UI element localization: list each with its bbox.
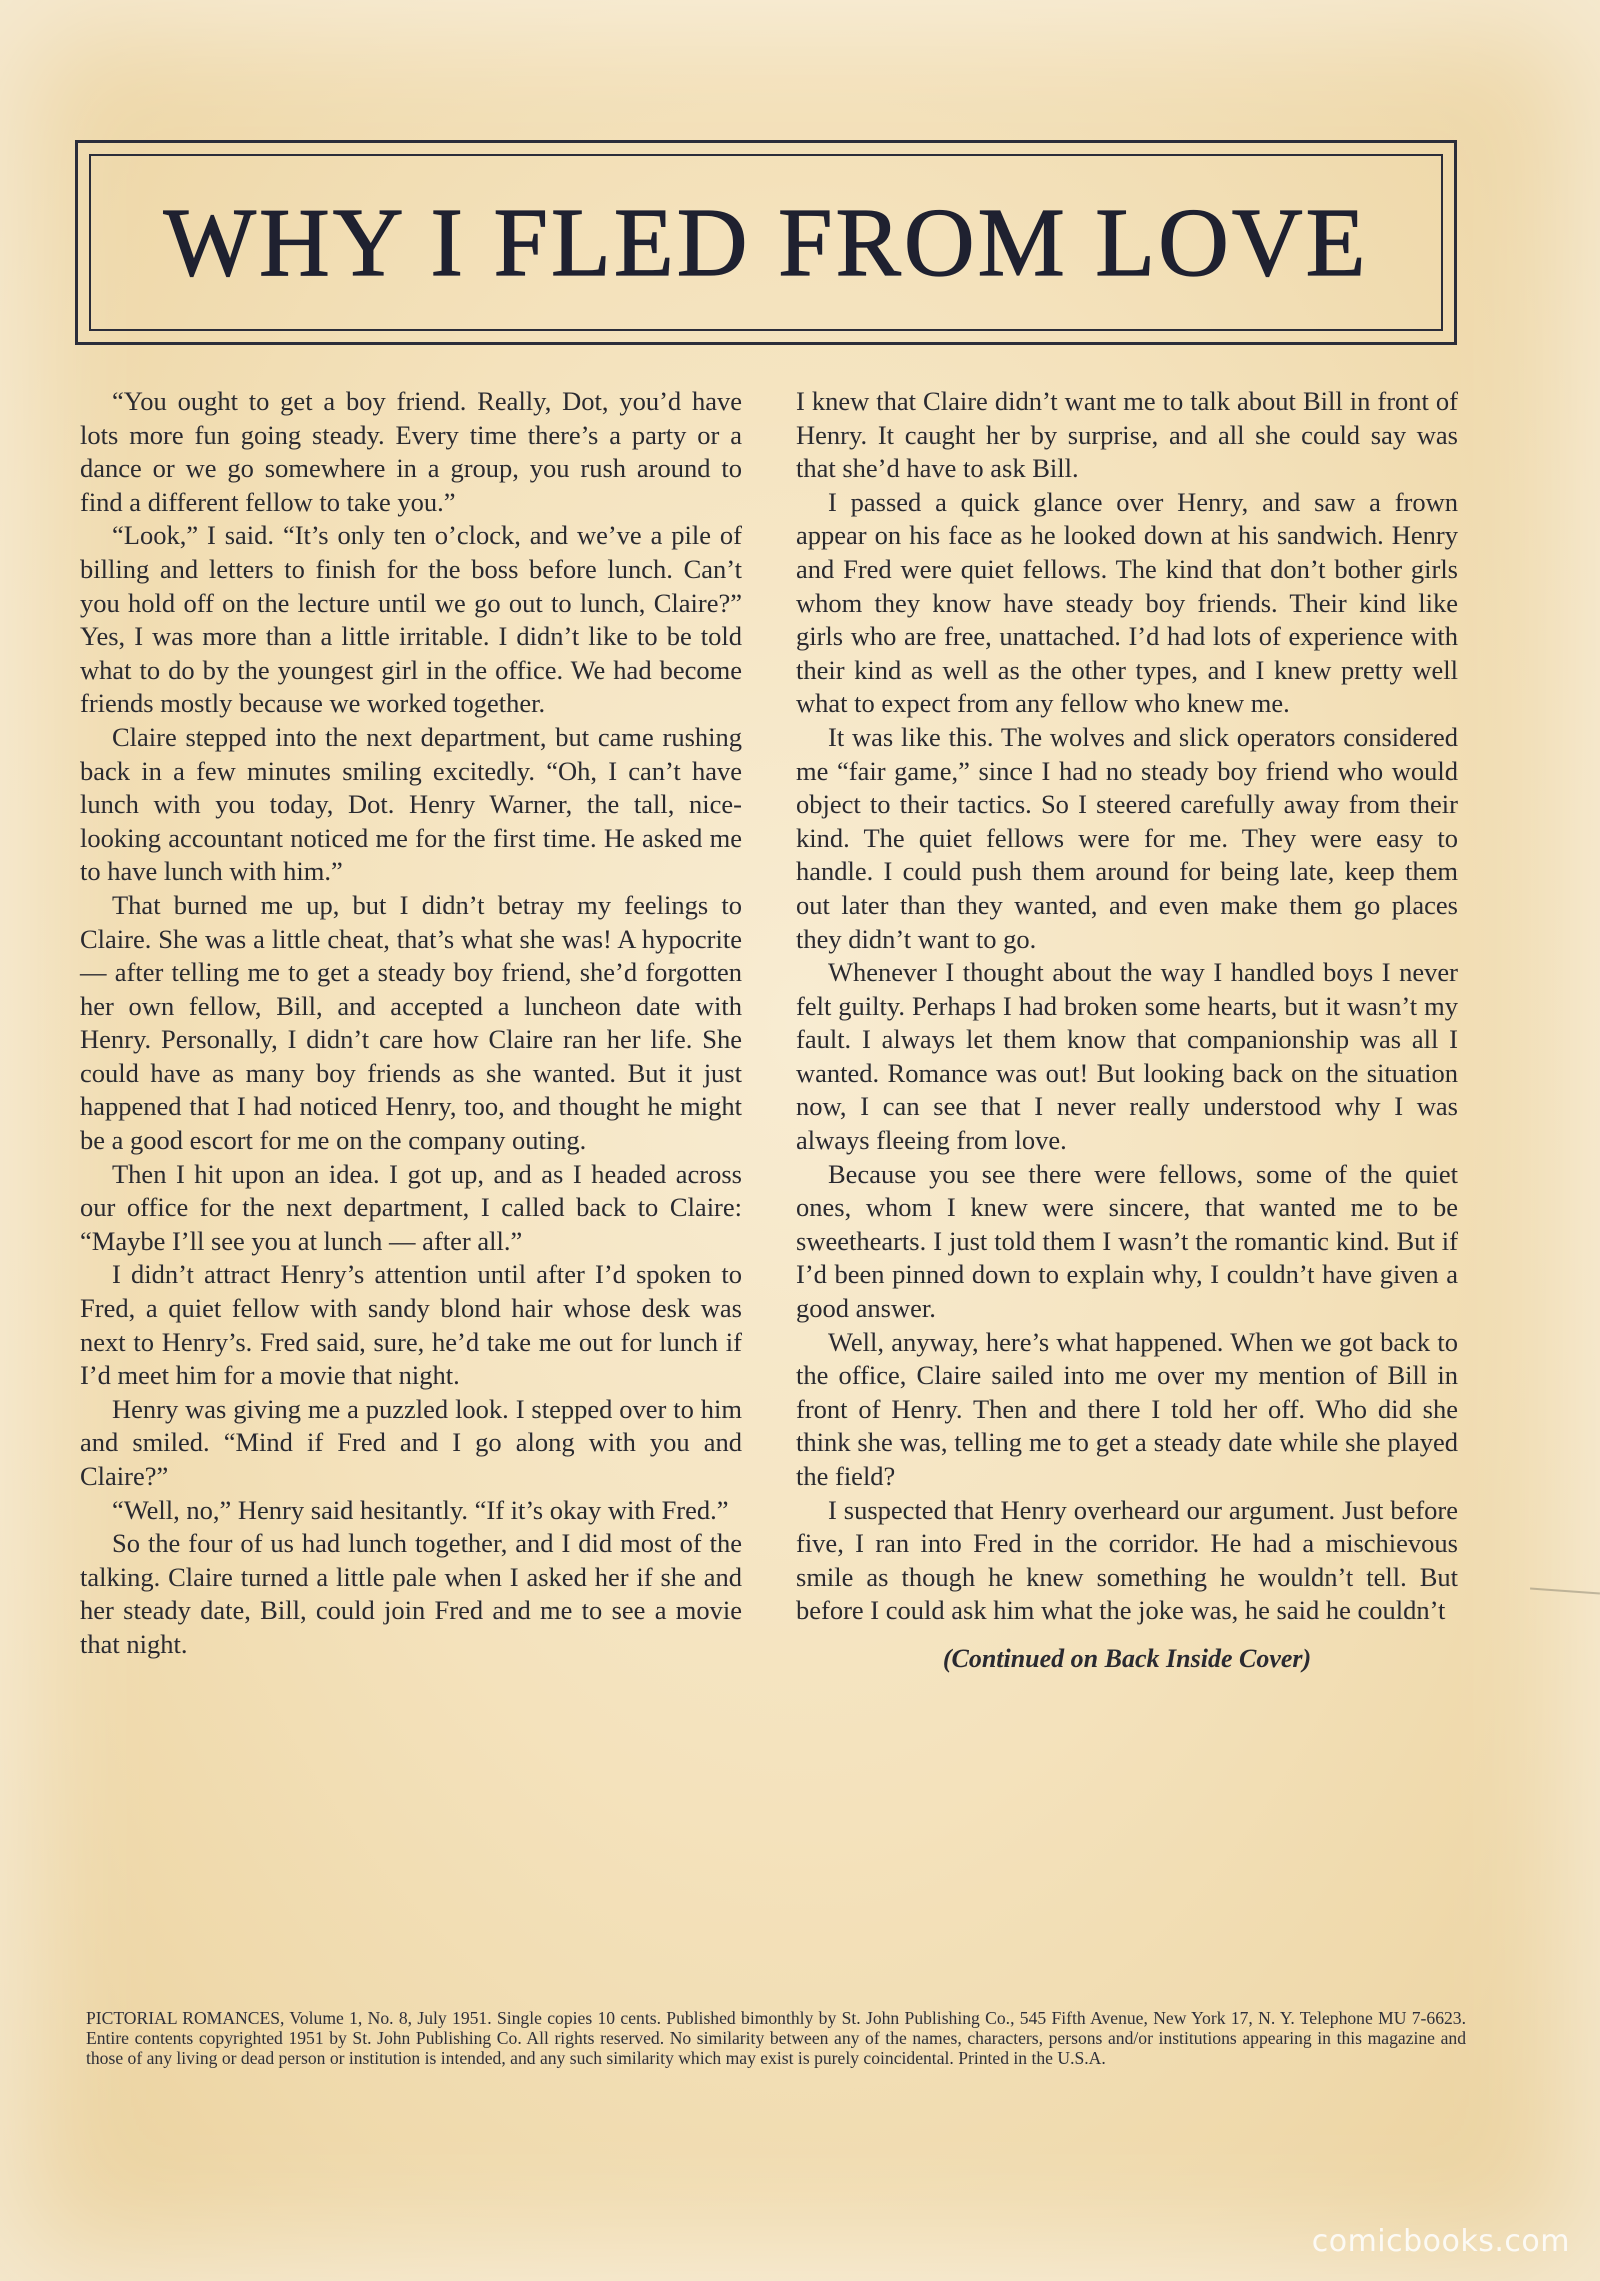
title-frame [75, 140, 1457, 345]
right-column [796, 385, 1458, 1676]
paragraph: I passed a quick glance over Henry, and saw a frown appear on his face as he looked down at his sandwich. Henry and Fred were quiet fellows. The kind that don’t bother girls whom they know have steady boy friends. Their kind like girls who are free, unattached. I’d had lots of experience with their kind as well as the other types, and I knew pretty well what to expect from any fellow who knew me. [796, 486, 1458, 719]
paragraph: Well, anyway, here’s what happened. When we got back to the office, Claire sailed into me over my mention of Bill in front of Henry. Then and there I told her off. Who did she think she was, telling me to get a steady date while she played the field? [796, 1326, 1458, 1491]
paragraph: It was like this. The wolves and slick operators considered me “fair game,” since I had no steady boy friend who would object to their tactics. So I steered carefully away from their kind. The quiet fellows were for me. They were easy to handle. I could push them around for being late, keep them out later than they wanted, and even make them go places they didn’t want to go. [796, 721, 1458, 954]
paragraph: “Look,” I said. “It’s only ten o’clock, and we’ve a pile of billing and letters to finish for the boss before lunch. Can’t you hold off on the lecture until we go out to lunch, Claire?” Yes, I was more than a little irritable. I didn’t like to be told what to do by the youngest girl in the office. We had become friends mostly because we worked together. [80, 520, 742, 719]
page-tear-line [1530, 1588, 1600, 1595]
publication-indicia: PICTORIAL ROMANCES, Volume 1, No. 8, July 1951. Single copies 10 cents. Published bimonthly by St. John Publishing Co., 545 Fifth Avenue, New York 17, N. Y. Telephone MU 7-6623. Entire contents copyrighted 1951 by St. John Publishing Co. All rights reserved. No similarity between any of the names, characters, persons and/or institutions appearing in this magazine and those of any living or dead person or institution is intended, and any such similarity which may exist is purely coincidental. Printed in the U.S.A. [86, 2008, 1466, 2068]
paragraph: So the four of us had lunch together, and I did most of the talking. Claire turned a little pale when I asked her if she and her steady date, Bill, could join Fred and me to see a movie that night. [80, 1528, 742, 1659]
page-title: WHY I FLED FROM LOVE [163, 188, 1369, 297]
paragraph: “You ought to get a boy friend. Really, Dot, you’d have lots more fun going steady. Every time there’s a party or a dance or we go somewhere in a group, you rush around to find a different fellow to take you.” [80, 386, 742, 517]
paragraph: I suspected that Henry overheard our argument. Just before five, I ran into Fred in the corridor. He had a mischievous smile as though he knew something he wouldn’t tell. But before I could ask him what the joke was, he said he couldn’t [796, 1494, 1458, 1626]
paragraph: Henry was giving me a puzzled look. I stepped over to him and smiled. “Mind if Fred and I go along with you and Claire?” [80, 1393, 742, 1491]
paragraph: “Well, no,” Henry said hesitantly. “If it’s okay with Fred.” [112, 1494, 729, 1525]
paragraph: Because you see there were fellows, some of the quiet ones, whom I knew were sincere, that wanted me to be sweethearts. I just told them I wasn’t the romantic kind. But if I’d been pinned down to explain why, I couldn’t have given a good answer. [796, 1158, 1458, 1324]
continued-note: (Continued on Back Inside Cover) [942, 1643, 1312, 1673]
paragraph: I didn’t attract Henry’s attention until after I’d spoken to Fred, a quiet fellow with sandy blond hair whose desk was next to Henry’s. Fred said, sure, he’d take me out for lunch if I’d meet him for a movie that night. [80, 1259, 742, 1391]
story-columns [80, 385, 1468, 1990]
watermark: comicbooks.com [1311, 2224, 1570, 2259]
paragraph: Claire stepped into the next department, but came rushing back in a few minutes smiling excitedly. “Oh, I can’t have lunch with you today, Dot. Henry Warner, the tall, nice-looking accountant noticed me for the first time. He asked me to have lunch with him.” [80, 721, 742, 887]
paragraph: I knew that Claire didn’t want me to talk about Bill in front of Henry. It caught her by surprise, and all she could say was that she’d have to ask Bill. [796, 386, 1458, 484]
paragraph: Then I hit upon an idea. I got up, and as I headed across our office for the next department, I called back to Claire: “Maybe I’ll see you at lunch — after all.” [80, 1158, 742, 1256]
paragraph: That burned me up, but I didn’t betray my feelings to Claire. She was a little cheat, that’s what she was! A hypocrite — after telling me to get a steady boy friend, she’d forgotten her own fellow, Bill, and accepted a luncheon date with Henry. Personally, I didn’t care how Claire ran her life. She could have as many boy friends as she wanted. But it just happened that I had noticed Henry, too, and thought he might be a good escort for me on the company outing. [80, 889, 742, 1156]
left-column [80, 385, 742, 1662]
title-frame-inner [89, 154, 1443, 331]
paragraph: Whenever I thought about the way I handled boys I never felt guilty. Perhaps I had broken some hearts, but it wasn’t my fault. I always let them know that companionship was all I wanted. Romance was out! But looking back on the situation now, I can see that I never really understood why I was always fleeing from love. [796, 957, 1458, 1156]
